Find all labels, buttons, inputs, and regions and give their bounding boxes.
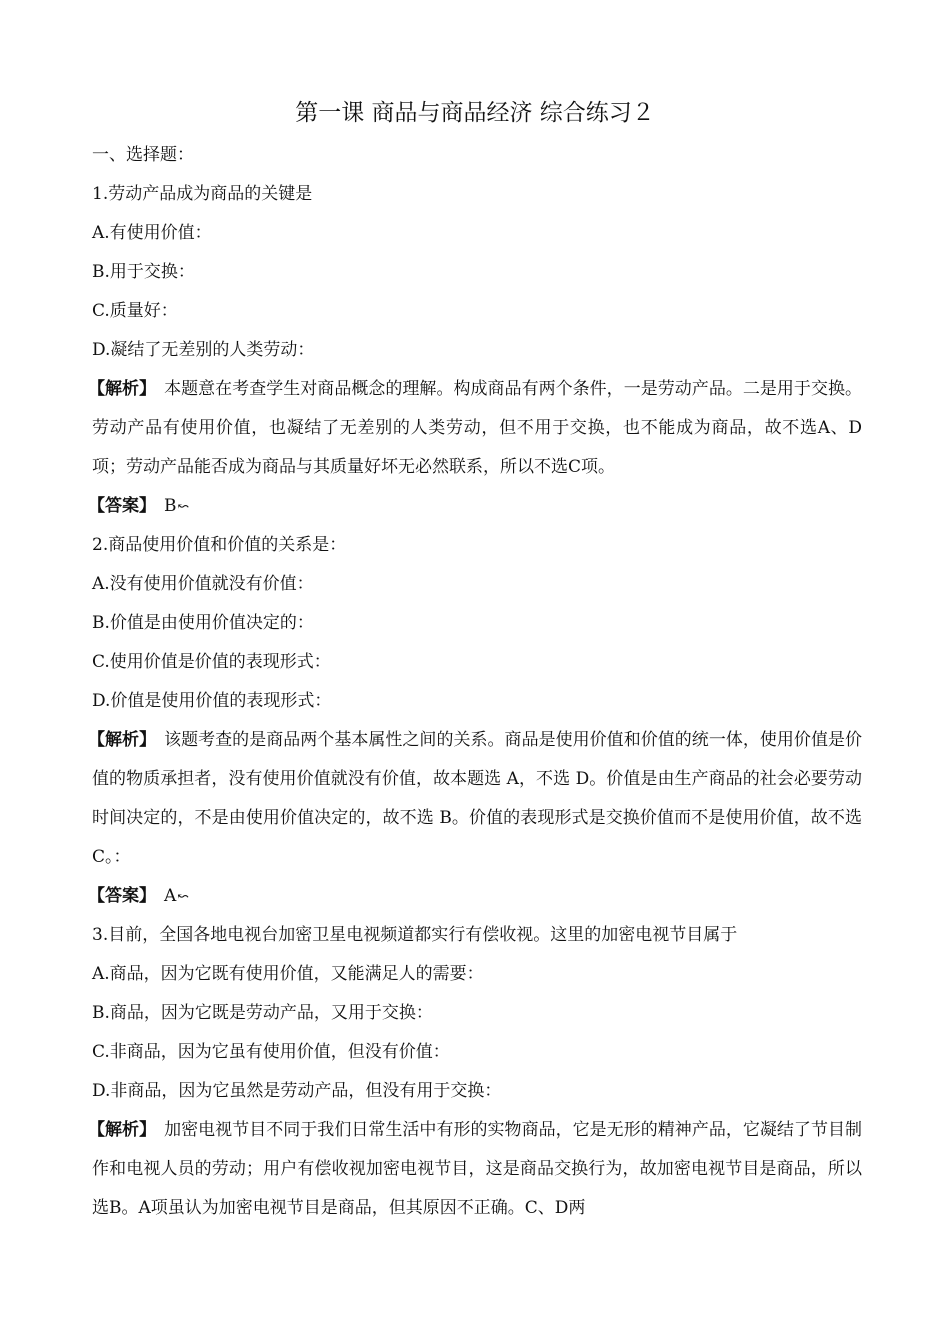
section-heading: 一、选择题： — [92, 145, 194, 165]
answer-value: B — [164, 496, 177, 516]
document-page — [88, 96, 863, 1228]
answer-label: 【答案】 — [88, 886, 156, 906]
question-1-answer — [88, 487, 862, 526]
question-2-option-d: D.价值是使用价值的表现形式： — [92, 691, 332, 711]
question-2-option-c: C.使用价值是价值的表现形式： — [92, 652, 331, 672]
question-2-option-a: A.没有使用价值就没有价值： — [92, 574, 314, 594]
question-3-option-c: C.非商品，因为它虽有使用价值，但没有价值： — [92, 1042, 450, 1062]
question-2-option-b: B.价值是由使用价值决定的： — [92, 613, 314, 633]
analysis-text: 本题意在考查学生对商品概念的理解。构成商品有两个条件，一是劳动产品。二是用于交换。劳动产品有使用价值，也凝结了无差别的人类劳动，但不用于交换，也不能成为商品，故不选A、D项；劳动产品能否成为商品与其质量好坏无必然联系，所以不选C项。 — [92, 379, 863, 477]
question-1-stem: 1.劳动产品成为商品的关键是 — [92, 184, 313, 204]
question-1-option-b: B.用于交换： — [92, 262, 195, 282]
question-3-analysis — [88, 1111, 863, 1228]
answer-label: 【答案】 — [88, 496, 156, 516]
question-3-option-d: D.非商品，因为它虽然是劳动产品，但没有用于交换： — [92, 1081, 502, 1101]
question-3-option-b: B.商品，因为它既是劳动产品，又用于交换： — [92, 1003, 433, 1023]
analysis-label: 【解析】 — [88, 730, 157, 750]
question-1-option-d: D.凝结了无差别的人类劳动： — [92, 340, 315, 360]
analysis-label: 【解析】 — [88, 379, 157, 399]
question-2-analysis — [88, 721, 863, 877]
question-1-option-a: A.有使用价值： — [92, 223, 212, 243]
question-3-option-a: A.商品，因为它既有使用价值，又能满足人的需要： — [92, 964, 484, 984]
answer-value: A — [164, 886, 177, 906]
question-2-answer — [88, 877, 862, 916]
answer-mark-icon: ↜ — [177, 889, 190, 905]
analysis-label: 【解析】 — [88, 1120, 157, 1140]
document-title: 第一课 商品与商品经济 综合练习２ — [295, 100, 655, 126]
analysis-text: 加密电视节目不同于我们日常生活中有形的实物商品，它是无形的精神产品，它凝结了节目制作和电视人员的劳动；用户有偿收视加密电视节目，这是商品交换行为，故加密电视节目是商品，所以选B。A项虽认为加密电视节目是商品，但其原因不正确。C、D两 — [92, 1120, 863, 1218]
analysis-text: 该题考查的是商品两个基本属性之间的关系。商品是使用价值和价值的统一体，使用价值是价值的物质承担者，没有使用价值就没有价值，故本题选 A，不选 D。价值是由生产商品的社会必要劳动时间决定的，不是由使用价值决定的，故不选 B。价值的表现形式是交换价值而不是使用价值，故不选C。： — [92, 730, 863, 867]
question-3-stem: 3.目前，全国各地电视台加密卫星电视频道都实行有偿收视。这里的加密电视节目属于 — [92, 925, 738, 945]
answer-mark-icon: ↜ — [177, 499, 190, 515]
question-1-option-c: C.质量好： — [92, 301, 178, 321]
question-2-stem: 2.商品使用价值和价值的关系是： — [92, 535, 347, 555]
question-1-analysis — [88, 370, 863, 487]
